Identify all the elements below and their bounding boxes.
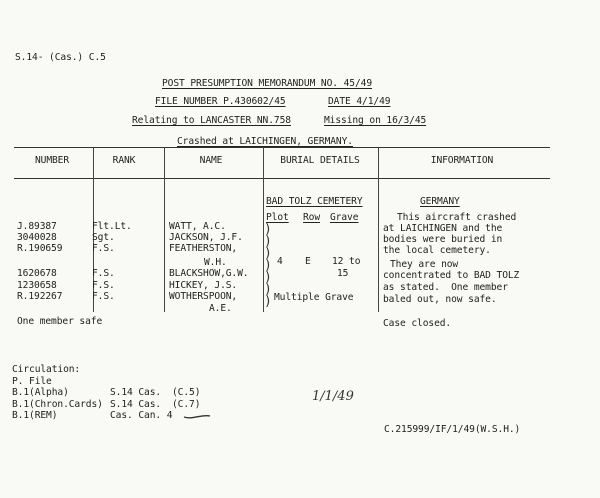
circ-left: B.1(Chron.Cards) — [12, 399, 103, 410]
row-rank: F.S. — [92, 268, 115, 279]
crash-location: Crashed at LAICHINGEN, GERMANY. — [177, 136, 353, 147]
row-number: 3040028 — [17, 232, 57, 243]
info-line: as stated. One member — [383, 282, 508, 293]
row-rank: F.S. — [92, 291, 115, 302]
row-name: W.H. — [204, 257, 227, 268]
memo-title: POST PRESUMPTION MEMORANDUM NO. 45/49 — [162, 78, 373, 89]
plot-header: Plot — [266, 212, 289, 223]
info-heading: GERMANY — [420, 196, 460, 207]
col-header-number: NUMBER — [34, 155, 70, 166]
row-number: R.192267 — [17, 291, 63, 302]
burial-plot: 4 — [277, 256, 283, 267]
memo-date: DATE 4/1/49 — [328, 96, 391, 107]
handwritten-date: 1/1/49 — [312, 389, 354, 404]
row-name: FEATHERSTON, — [169, 243, 238, 254]
reference-code: S.14- (Cas.) C.5 — [15, 52, 106, 63]
missing-date: Missing on 16/3/45 — [324, 115, 427, 126]
col-divider-2 — [164, 147, 165, 312]
row-rank: Flt.Lt. — [92, 221, 132, 232]
row-name: WATT, A.C. — [169, 221, 226, 232]
file-number: FILE NUMBER P.430602/45 — [155, 96, 286, 107]
burial-grave-2: 15 — [337, 268, 349, 279]
circ-left: B.1(Alpha) — [12, 387, 69, 398]
circ-mid: S.14 Cas. — [110, 387, 162, 398]
row-name: BLACKSHOW,G.W. — [169, 268, 249, 279]
info-line: at LAICHINGEN and the — [383, 223, 503, 234]
circ-mid: S.14 Cas. — [110, 399, 162, 410]
info-line: baled out, now safe. — [383, 294, 497, 305]
multiple-grave: Multiple Grave — [274, 292, 354, 303]
row-header: Row — [303, 212, 321, 223]
circ-right: (C.7) — [172, 399, 201, 410]
cemetery-name: BAD TOLZ CEMETERY — [266, 196, 363, 207]
burial-row: E — [305, 256, 311, 267]
row-number: 1620678 — [17, 268, 57, 279]
pen-stroke — [182, 410, 212, 422]
burial-grave-1: 12 to — [332, 256, 361, 267]
relating-to: Relating to LANCASTER NN.758 — [132, 115, 291, 126]
circ-right: (C.5) — [172, 387, 201, 398]
row-number: R.190659 — [17, 243, 63, 254]
table-header-rule — [14, 178, 550, 179]
col-header-name: NAME — [199, 155, 223, 166]
col-header-burial: BURIAL DETAILS — [280, 155, 360, 166]
circ-mid: Cas. Can. 4 — [110, 410, 173, 421]
info-line: This aircraft crashed — [397, 212, 517, 223]
row-rank: F.S. — [92, 280, 115, 291]
row-name: JACKSON, J.F. — [169, 232, 243, 243]
circulation-title: Circulation: — [12, 364, 81, 375]
circ-left: P. File — [12, 376, 52, 387]
table-top-rule — [14, 147, 550, 148]
col-divider-4 — [378, 147, 379, 312]
row-rank: F.S. — [92, 243, 115, 254]
grave-header: Grave — [330, 212, 359, 223]
case-closed: Case closed. — [383, 318, 452, 329]
col-header-rank: RANK — [112, 155, 136, 166]
row-name: WOTHERSPOON, — [169, 291, 238, 302]
grouping-brace: ) ) ) ) ) ) ) — [264, 222, 272, 309]
row-number: J.89387 — [17, 221, 57, 232]
footer-reference: C.215999/IF/1/49(W.S.H.) — [384, 424, 521, 435]
info-line: bodies were buried in — [383, 234, 503, 245]
circ-left: B.1(REM) — [12, 410, 58, 421]
row-number: 1230658 — [17, 280, 57, 291]
row-name: HICKEY, J.S. — [169, 280, 238, 291]
row-rank: Sgt. — [92, 232, 115, 243]
col-header-information: INFORMATION — [430, 155, 494, 166]
info-line: They are now — [390, 259, 459, 270]
info-line: the local cemetery. — [383, 245, 491, 256]
row-name: A.E. — [209, 303, 232, 314]
one-member-safe: One member safe — [17, 316, 103, 327]
info-line: concentrated to BAD TOLZ — [383, 270, 520, 281]
